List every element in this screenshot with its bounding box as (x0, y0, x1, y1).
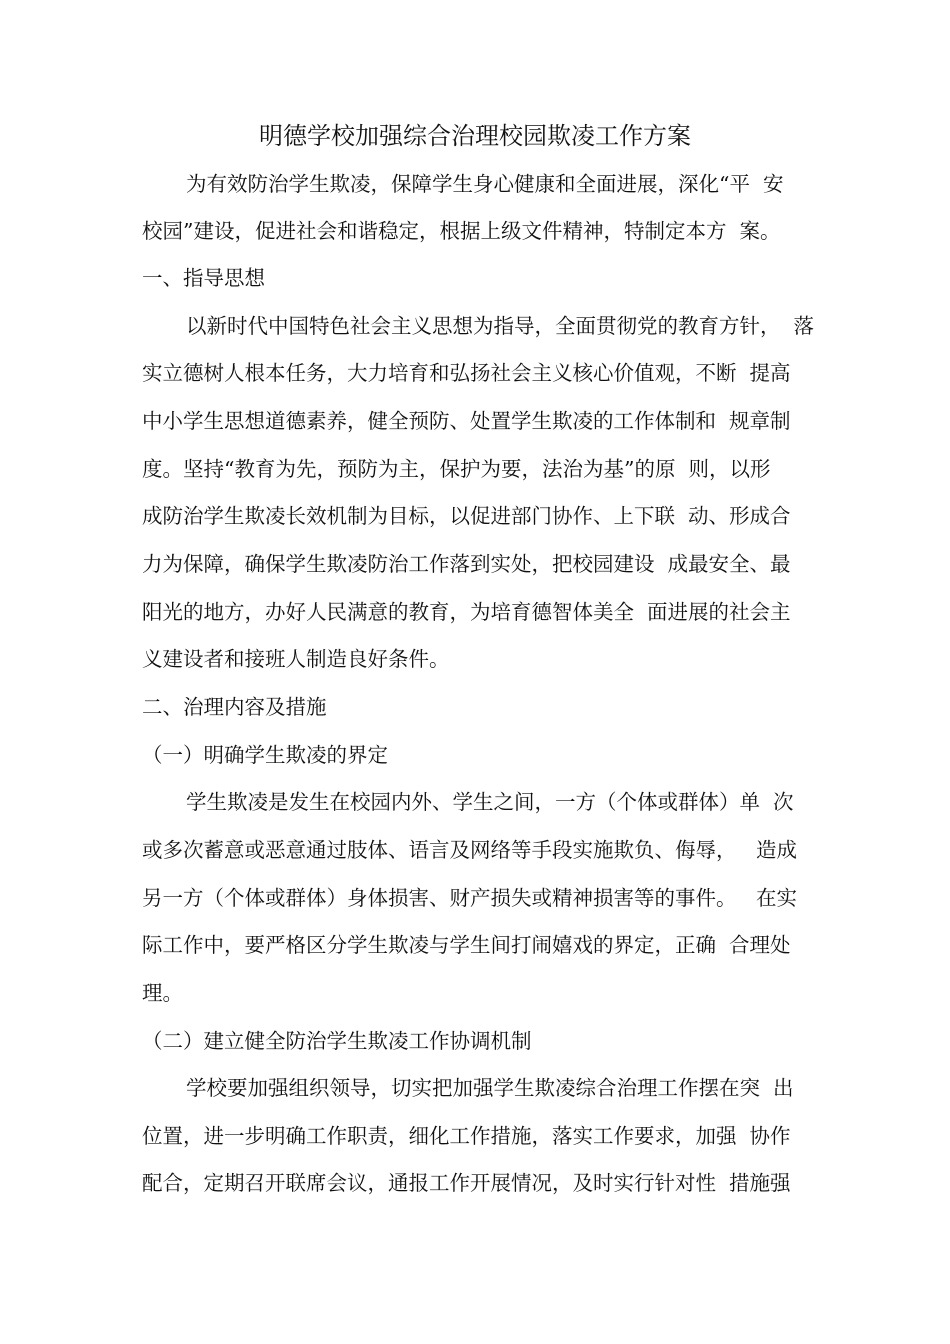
paragraph-line: 成防治学生欺凌长效机制为目标，以促进部门协作、上下联 动、形成合 (142, 504, 791, 528)
paragraph-line: 学校要加强组织领导，切实把加强学生欺凌综合治理工作摆在突 出 (186, 1076, 794, 1100)
paragraph-line: 或多次蓄意或恶意通过肢体、语言及网络等手段实施欺负、侮辱， 造成 (142, 838, 798, 862)
paragraph-line: 另一方（个体或群体）身体损害、财产损失或精神损害等的事件。 在实 (142, 886, 798, 910)
section-heading: 二、治理内容及措施 (142, 695, 327, 719)
paragraph-line: 阳光的地方，办好人民满意的教育，为培育德智体美全 面进展的社会主 (142, 600, 791, 624)
paragraph-line: 力为保障，确保学生欺凌防治工作落到实处，把校园建设 成最安全、最 (142, 552, 791, 576)
subsection-heading: （二）建立健全防治学生欺凌工作协调机制 (142, 1029, 532, 1053)
paragraph-line: 际工作中，要严格区分学生欺凌与学生间打闹嬉戏的界定，正确 合理处 (142, 933, 791, 957)
section-heading: 一、指导思想 (142, 266, 265, 290)
document-title: 明德学校加强综合治理校园欺凌工作方案 (259, 122, 691, 150)
paragraph-line: 理。 (142, 981, 183, 1005)
paragraph-line: 位置，进一步明确工作职责，细化工作措施，落实工作要求，加强 协作 (142, 1124, 791, 1148)
paragraph-line: 学生欺凌是发生在校园内外、学生之间，一方（个体或群体）单 次 (186, 790, 794, 814)
paragraph-line: 为有效防治学生欺凌，保障学生身心健康和全面进展，深化“平 安 (186, 172, 784, 196)
paragraph-line: 中小学生思想道德素养，健全预防、处置学生欺凌的工作体制和 规章制 (142, 409, 791, 433)
paragraph-line: 校园”建设，促进社会和谐稳定，根据上级文件精神，特制定本方 案。 (142, 219, 781, 243)
paragraph-line: 配合，定期召开联席会议，通报工作开展情况，及时实行针对性 措施强 (142, 1171, 791, 1195)
paragraph-line: 义建设者和接班人制造良好条件。 (142, 647, 450, 671)
paragraph-line: 度。坚持“教育为先，预防为主，保护为要，法治为基”的原 则，以形 (142, 457, 771, 481)
paragraph-line: 以新时代中国特色社会主义思想为指导，全面贯彻党的教育方针， 落 (186, 314, 815, 338)
subsection-heading: （一）明确学生欺凌的界定 (142, 743, 388, 767)
paragraph-line: 实立德树人根本任务，大力培育和弘扬社会主义核心价值观，不断 提高 (142, 361, 791, 385)
